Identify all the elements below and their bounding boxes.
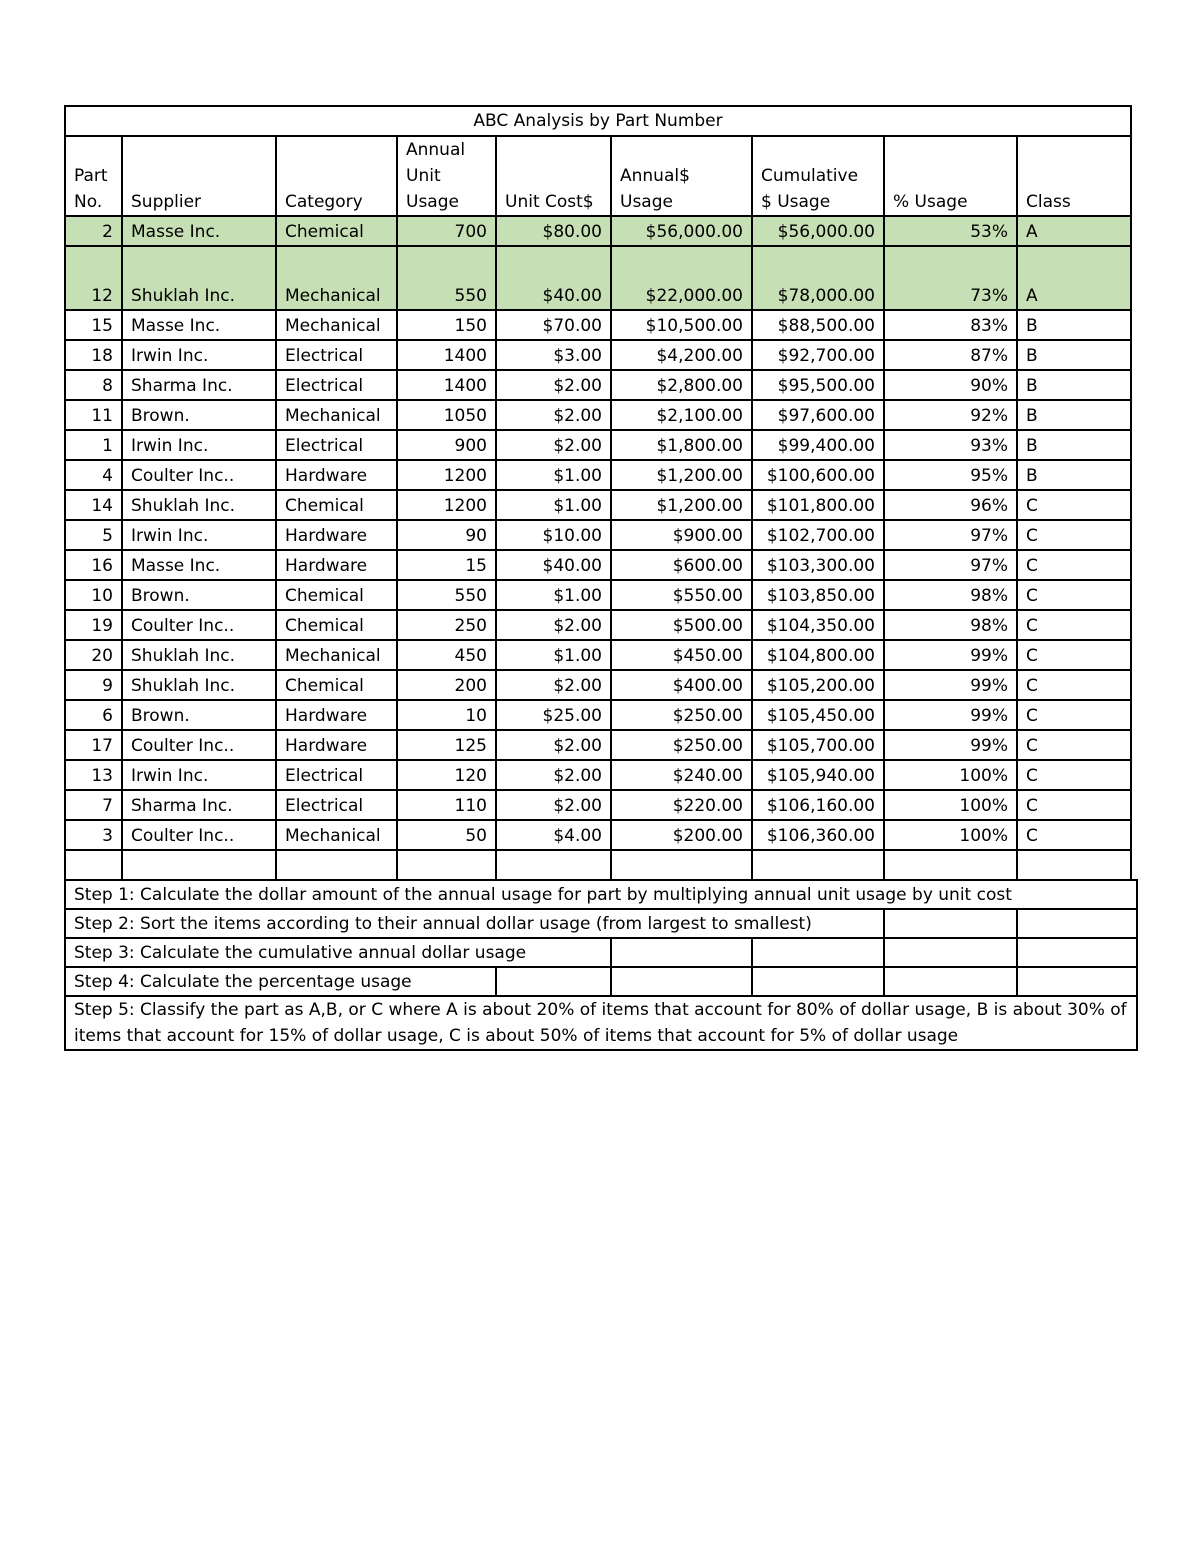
cell-category: Electrical <box>276 790 397 820</box>
cell-annual-unit-usage: 700 <box>397 216 496 246</box>
cell-unit-cost: $1.00 <box>496 580 611 610</box>
cell-category: Chemical <box>276 580 397 610</box>
cell-category: Chemical <box>276 610 397 640</box>
cell-annual-usage: $10,500.00 <box>611 310 752 340</box>
table-row <box>65 340 1131 370</box>
cell-category: Electrical <box>276 760 397 790</box>
cell-cumulative-usage: $101,800.00 <box>752 490 884 520</box>
cell-supplier: Irwin Inc. <box>122 340 276 370</box>
header-annual-usage: Annual$ Usage <box>611 136 752 216</box>
header-annual-unit-usage: Annual Unit Usage <box>397 136 496 216</box>
cell-cumulative-usage: $95,500.00 <box>752 370 884 400</box>
cell-cumulative-usage: $103,300.00 <box>752 550 884 580</box>
empty-cell <box>884 938 1017 967</box>
cell-pct-usage: 99% <box>884 670 1017 700</box>
cell-class: C <box>1017 730 1131 760</box>
cell-class: C <box>1017 760 1131 790</box>
cell-annual-usage: $220.00 <box>611 790 752 820</box>
empty-cell <box>1017 967 1137 996</box>
cell-category: Mechanical <box>276 640 397 670</box>
cell-class: A <box>1017 246 1131 310</box>
cell-annual-unit-usage: 1400 <box>397 370 496 400</box>
cell-annual-usage: $400.00 <box>611 670 752 700</box>
cell-category: Electrical <box>276 340 397 370</box>
step-4: Step 4: Calculate the percentage usage <box>65 967 496 996</box>
cell-annual-usage: $2,100.00 <box>611 400 752 430</box>
cell-pct-usage: 97% <box>884 520 1017 550</box>
cell-class: C <box>1017 820 1131 850</box>
cell-part-no: 14 <box>65 490 122 520</box>
cell-unit-cost: $2.00 <box>496 370 611 400</box>
cell-supplier: Masse Inc. <box>122 216 276 246</box>
table-row <box>65 550 1131 580</box>
cell-supplier: Masse Inc. <box>122 550 276 580</box>
table-row <box>65 640 1131 670</box>
cell-unit-cost: $10.00 <box>496 520 611 550</box>
empty-cell <box>752 967 884 996</box>
cell-cumulative-usage: $100,600.00 <box>752 460 884 490</box>
cell-class: C <box>1017 640 1131 670</box>
cell-cumulative-usage: $56,000.00 <box>752 216 884 246</box>
cell-annual-unit-usage: 550 <box>397 246 496 310</box>
cell-supplier: Sharma Inc. <box>122 790 276 820</box>
cell-cumulative-usage: $104,350.00 <box>752 610 884 640</box>
abc-analysis-table <box>64 105 1132 881</box>
cell-class: C <box>1017 580 1131 610</box>
cell-supplier: Coulter Inc.. <box>122 610 276 640</box>
cell-part-no: 1 <box>65 430 122 460</box>
cell-supplier: Shuklah Inc. <box>122 246 276 310</box>
cell-cumulative-usage: $104,800.00 <box>752 640 884 670</box>
cell-annual-usage: $2,800.00 <box>611 370 752 400</box>
cell-category: Chemical <box>276 216 397 246</box>
cell-annual-usage: $250.00 <box>611 700 752 730</box>
cell-class: B <box>1017 310 1131 340</box>
cell-unit-cost: $2.00 <box>496 400 611 430</box>
empty-cell <box>752 938 884 967</box>
cell-class: C <box>1017 790 1131 820</box>
table-row <box>65 430 1131 460</box>
cell-supplier: Brown. <box>122 400 276 430</box>
table-row <box>65 820 1131 850</box>
cell-part-no: 10 <box>65 580 122 610</box>
cell-cumulative-usage: $78,000.00 <box>752 246 884 310</box>
cell-class: B <box>1017 340 1131 370</box>
cell-pct-usage: 95% <box>884 460 1017 490</box>
cell-annual-usage: $56,000.00 <box>611 216 752 246</box>
cell-pct-usage: 98% <box>884 610 1017 640</box>
cell-part-no: 2 <box>65 216 122 246</box>
cell-part-no: 11 <box>65 400 122 430</box>
cell-cumulative-usage: $102,700.00 <box>752 520 884 550</box>
table-row <box>65 370 1131 400</box>
cell-supplier: Shuklah Inc. <box>122 670 276 700</box>
header-unit-cost: Unit Cost$ <box>496 136 611 216</box>
table-row <box>65 790 1131 820</box>
cell-annual-usage: $450.00 <box>611 640 752 670</box>
header-category: Category <box>276 136 397 216</box>
cell-supplier: Irwin Inc. <box>122 520 276 550</box>
cell-part-no: 18 <box>65 340 122 370</box>
cell-pct-usage: 100% <box>884 820 1017 850</box>
cell-annual-unit-usage: 250 <box>397 610 496 640</box>
empty-cell <box>65 850 122 880</box>
cell-annual-usage: $500.00 <box>611 610 752 640</box>
empty-cell <box>1017 938 1137 967</box>
cell-cumulative-usage: $105,450.00 <box>752 700 884 730</box>
table-title: ABC Analysis by Part Number <box>65 106 1131 136</box>
blank-row <box>65 850 1131 880</box>
header-row <box>65 136 1131 216</box>
cell-category: Mechanical <box>276 400 397 430</box>
cell-pct-usage: 90% <box>884 370 1017 400</box>
cell-unit-cost: $25.00 <box>496 700 611 730</box>
cell-pct-usage: 99% <box>884 700 1017 730</box>
cell-pct-usage: 83% <box>884 310 1017 340</box>
cell-part-no: 7 <box>65 790 122 820</box>
cell-part-no: 6 <box>65 700 122 730</box>
table-row <box>65 760 1131 790</box>
cell-annual-usage: $4,200.00 <box>611 340 752 370</box>
cell-cumulative-usage: $92,700.00 <box>752 340 884 370</box>
cell-pct-usage: 96% <box>884 490 1017 520</box>
cell-part-no: 5 <box>65 520 122 550</box>
table-row <box>65 610 1131 640</box>
cell-unit-cost: $2.00 <box>496 670 611 700</box>
cell-category: Hardware <box>276 520 397 550</box>
cell-supplier: Shuklah Inc. <box>122 490 276 520</box>
table-row <box>65 520 1131 550</box>
cell-class: C <box>1017 520 1131 550</box>
cell-annual-unit-usage: 150 <box>397 310 496 340</box>
cell-pct-usage: 87% <box>884 340 1017 370</box>
empty-cell <box>1017 850 1131 880</box>
cell-part-no: 20 <box>65 640 122 670</box>
cell-part-no: 3 <box>65 820 122 850</box>
table-row <box>65 730 1131 760</box>
cell-cumulative-usage: $105,700.00 <box>752 730 884 760</box>
cell-annual-unit-usage: 1200 <box>397 460 496 490</box>
cell-pct-usage: 53% <box>884 216 1017 246</box>
cell-class: B <box>1017 370 1131 400</box>
cell-cumulative-usage: $106,160.00 <box>752 790 884 820</box>
table-row <box>65 216 1131 246</box>
header-cumulative-usage: Cumulative $ Usage <box>752 136 884 216</box>
cell-unit-cost: $2.00 <box>496 760 611 790</box>
cell-unit-cost: $4.00 <box>496 820 611 850</box>
cell-part-no: 8 <box>65 370 122 400</box>
cell-category: Electrical <box>276 430 397 460</box>
cell-category: Mechanical <box>276 246 397 310</box>
cell-class: C <box>1017 490 1131 520</box>
empty-cell <box>397 850 496 880</box>
cell-annual-usage: $1,800.00 <box>611 430 752 460</box>
empty-cell <box>496 967 611 996</box>
cell-cumulative-usage: $105,200.00 <box>752 670 884 700</box>
cell-annual-unit-usage: 125 <box>397 730 496 760</box>
cell-unit-cost: $80.00 <box>496 216 611 246</box>
cell-supplier: Coulter Inc.. <box>122 820 276 850</box>
cell-part-no: 12 <box>65 246 122 310</box>
cell-unit-cost: $1.00 <box>496 640 611 670</box>
cell-annual-usage: $240.00 <box>611 760 752 790</box>
cell-pct-usage: 97% <box>884 550 1017 580</box>
step-5: Step 5: Classify the part as A,B, or C where A is about 20% of items that account for 80% of dollar usage, B is about 30% of items that account for 15% of dollar usage, C is about 50% of items that account for 5% of dollar usage <box>65 996 1137 1050</box>
cell-annual-usage: $900.00 <box>611 520 752 550</box>
cell-supplier: Sharma Inc. <box>122 370 276 400</box>
cell-annual-unit-usage: 900 <box>397 430 496 460</box>
cell-unit-cost: $70.00 <box>496 310 611 340</box>
cell-category: Hardware <box>276 730 397 760</box>
cell-unit-cost: $1.00 <box>496 460 611 490</box>
table-row <box>65 700 1131 730</box>
header-pct-usage: % Usage <box>884 136 1017 216</box>
cell-pct-usage: 99% <box>884 640 1017 670</box>
cell-pct-usage: 98% <box>884 580 1017 610</box>
cell-part-no: 16 <box>65 550 122 580</box>
cell-part-no: 15 <box>65 310 122 340</box>
cell-annual-usage: $1,200.00 <box>611 460 752 490</box>
cell-pct-usage: 73% <box>884 246 1017 310</box>
empty-cell <box>884 967 1017 996</box>
empty-cell <box>884 909 1017 938</box>
table-row <box>65 310 1131 340</box>
cell-unit-cost: $2.00 <box>496 730 611 760</box>
empty-cell <box>496 850 611 880</box>
cell-supplier: Brown. <box>122 700 276 730</box>
cell-category: Electrical <box>276 370 397 400</box>
cell-category: Hardware <box>276 550 397 580</box>
empty-cell <box>611 850 752 880</box>
table-row <box>65 580 1131 610</box>
step-1: Step 1: Calculate the dollar amount of the annual usage for part by multiplying annual unit usage by unit cost <box>65 880 1137 909</box>
empty-cell <box>611 938 752 967</box>
cell-supplier: Masse Inc. <box>122 310 276 340</box>
header-supplier: Supplier <box>122 136 276 216</box>
cell-annual-unit-usage: 450 <box>397 640 496 670</box>
cell-category: Mechanical <box>276 820 397 850</box>
cell-unit-cost: $2.00 <box>496 790 611 820</box>
cell-supplier: Coulter Inc.. <box>122 730 276 760</box>
empty-cell <box>884 850 1017 880</box>
cell-cumulative-usage: $103,850.00 <box>752 580 884 610</box>
cell-supplier: Shuklah Inc. <box>122 640 276 670</box>
cell-part-no: 17 <box>65 730 122 760</box>
cell-supplier: Irwin Inc. <box>122 430 276 460</box>
table-row <box>65 670 1131 700</box>
cell-part-no: 13 <box>65 760 122 790</box>
cell-class: B <box>1017 460 1131 490</box>
cell-part-no: 19 <box>65 610 122 640</box>
cell-part-no: 9 <box>65 670 122 700</box>
table-row <box>65 460 1131 490</box>
cell-annual-unit-usage: 120 <box>397 760 496 790</box>
table-row <box>65 246 1131 310</box>
cell-annual-unit-usage: 550 <box>397 580 496 610</box>
cell-annual-unit-usage: 1200 <box>397 490 496 520</box>
cell-annual-unit-usage: 50 <box>397 820 496 850</box>
empty-cell <box>752 850 884 880</box>
cell-pct-usage: 99% <box>884 730 1017 760</box>
cell-pct-usage: 93% <box>884 430 1017 460</box>
cell-annual-usage: $600.00 <box>611 550 752 580</box>
cell-annual-unit-usage: 1050 <box>397 400 496 430</box>
cell-class: A <box>1017 216 1131 246</box>
cell-category: Chemical <box>276 490 397 520</box>
cell-pct-usage: 100% <box>884 790 1017 820</box>
step-3: Step 3: Calculate the cumulative annual dollar usage <box>65 938 611 967</box>
cell-annual-unit-usage: 110 <box>397 790 496 820</box>
cell-class: C <box>1017 610 1131 640</box>
cell-pct-usage: 100% <box>884 760 1017 790</box>
cell-unit-cost: $40.00 <box>496 246 611 310</box>
cell-class: C <box>1017 700 1131 730</box>
cell-annual-unit-usage: 200 <box>397 670 496 700</box>
cell-annual-unit-usage: 1400 <box>397 340 496 370</box>
cell-cumulative-usage: $88,500.00 <box>752 310 884 340</box>
cell-annual-usage: $22,000.00 <box>611 246 752 310</box>
cell-annual-unit-usage: 15 <box>397 550 496 580</box>
empty-cell <box>276 850 397 880</box>
cell-annual-usage: $250.00 <box>611 730 752 760</box>
cell-supplier: Coulter Inc.. <box>122 460 276 490</box>
cell-annual-usage: $1,200.00 <box>611 490 752 520</box>
header-part-no: Part No. <box>65 136 122 216</box>
cell-cumulative-usage: $106,360.00 <box>752 820 884 850</box>
cell-annual-usage: $200.00 <box>611 820 752 850</box>
cell-category: Chemical <box>276 670 397 700</box>
cell-unit-cost: $2.00 <box>496 610 611 640</box>
cell-unit-cost: $3.00 <box>496 340 611 370</box>
empty-cell <box>1017 909 1137 938</box>
cell-annual-unit-usage: 10 <box>397 700 496 730</box>
cell-unit-cost: $2.00 <box>496 430 611 460</box>
cell-pct-usage: 92% <box>884 400 1017 430</box>
empty-cell <box>611 967 752 996</box>
cell-category: Hardware <box>276 460 397 490</box>
cell-class: B <box>1017 430 1131 460</box>
cell-supplier: Brown. <box>122 580 276 610</box>
step-2: Step 2: Sort the items according to their annual dollar usage (from largest to smallest) <box>65 909 884 938</box>
cell-supplier: Irwin Inc. <box>122 760 276 790</box>
cell-unit-cost: $40.00 <box>496 550 611 580</box>
table-row <box>65 400 1131 430</box>
table-row <box>65 490 1131 520</box>
cell-class: C <box>1017 670 1131 700</box>
steps-table <box>64 879 1138 1051</box>
header-class: Class <box>1017 136 1131 216</box>
cell-annual-usage: $550.00 <box>611 580 752 610</box>
cell-part-no: 4 <box>65 460 122 490</box>
cell-category: Hardware <box>276 700 397 730</box>
cell-cumulative-usage: $97,600.00 <box>752 400 884 430</box>
empty-cell <box>122 850 276 880</box>
cell-annual-unit-usage: 90 <box>397 520 496 550</box>
cell-cumulative-usage: $105,940.00 <box>752 760 884 790</box>
cell-unit-cost: $1.00 <box>496 490 611 520</box>
cell-category: Mechanical <box>276 310 397 340</box>
cell-class: B <box>1017 400 1131 430</box>
cell-cumulative-usage: $99,400.00 <box>752 430 884 460</box>
cell-class: C <box>1017 550 1131 580</box>
